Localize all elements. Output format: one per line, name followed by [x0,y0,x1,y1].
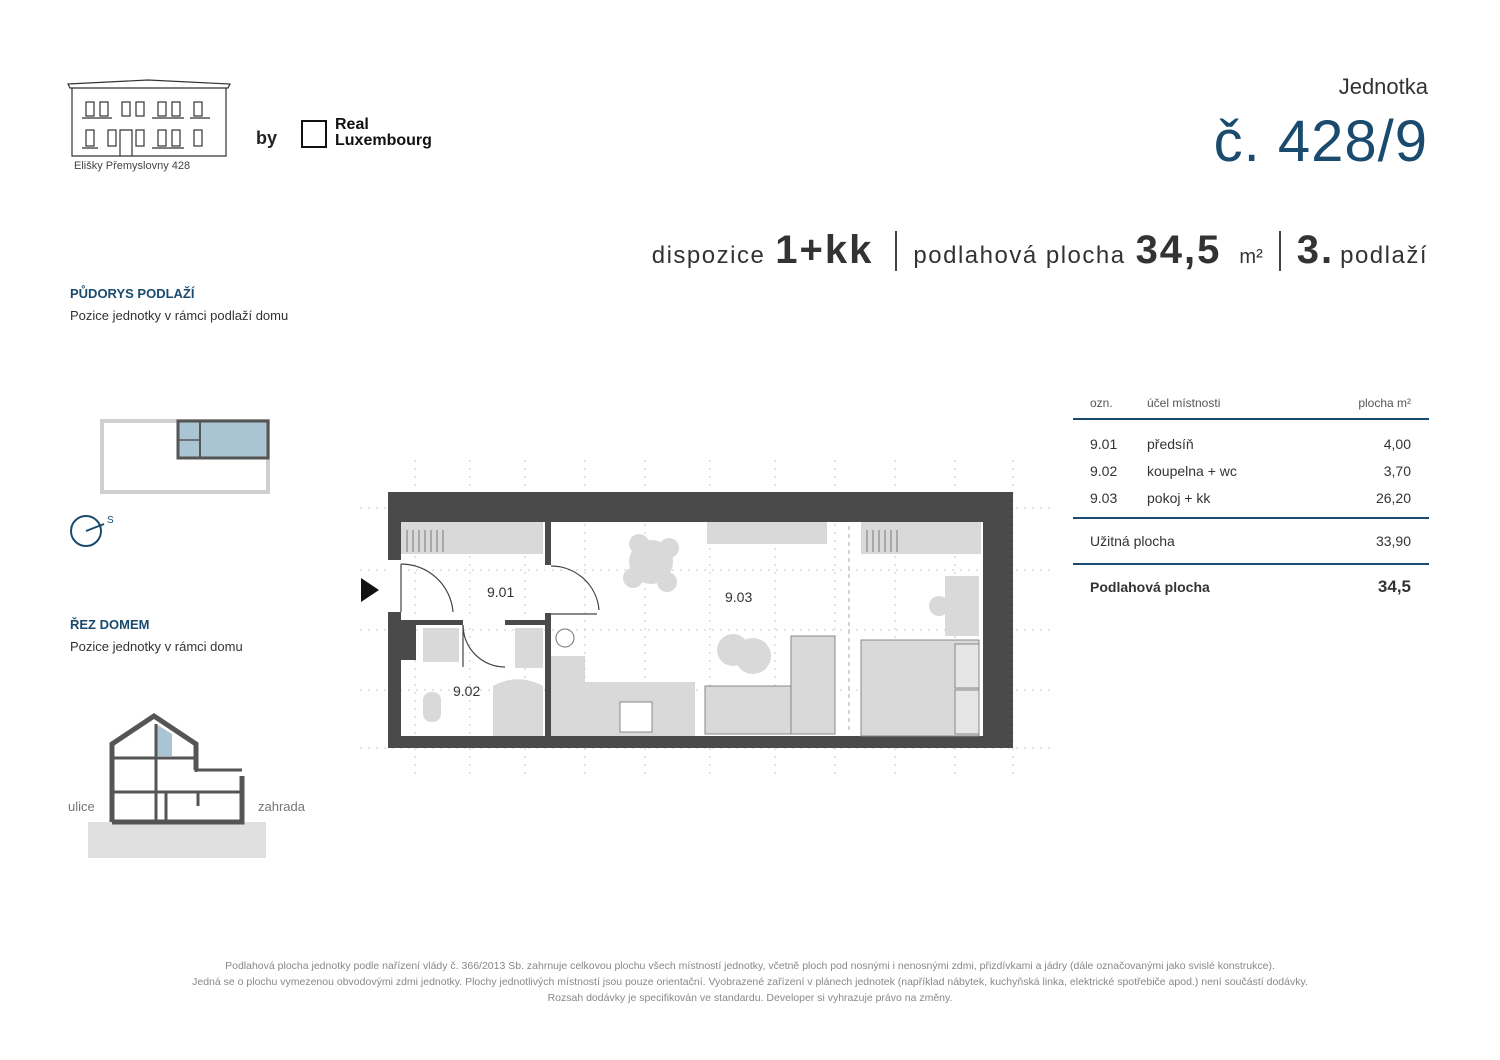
col-code-header: ozn. [1090,396,1113,410]
usable-area-row [1073,519,1429,565]
project-logo [66,78,232,165]
table-body [1073,420,1429,519]
unit-number: č. 428/9 [1213,109,1428,174]
room-label-9-03: 9.03 [725,589,753,605]
floor-value: 3. [1296,228,1335,272]
unit-summary [652,228,1428,273]
room-purpose: koupelna + wc [1147,462,1237,479]
room-code: 9.03 [1090,489,1118,506]
room-code: 9.01 [1090,435,1118,452]
section-cut-subtitle: Pozice jednotky v rámci domu [70,639,243,654]
by-text: by [256,128,278,148]
usable-area-value: 33,90 [1375,533,1411,549]
divider [895,231,897,271]
room-label-9-01: 9.01 [487,584,515,600]
brand-line-1: Real [335,116,369,133]
divider [1279,231,1281,271]
room-code: 9.02 [1090,462,1118,479]
entry-arrow-icon [361,578,379,602]
garden-label: zahrada [258,799,305,814]
table-row [1073,457,1429,484]
room-area: 4,00 [1383,435,1411,452]
floor-position-map [100,418,272,503]
brand-name [335,117,432,149]
total-area-row [1073,565,1429,609]
floor-plan-section-title: PŮDORYS PODLAŽÍ [70,286,195,301]
area-label: podlahová plocha [913,242,1126,269]
total-area-label: Podlahová plocha [1090,579,1210,595]
area-unit: m² [1239,246,1263,268]
disclaimer-line: Rozsah dodávky je specifikován ve standardu. Developer si vyhrazuje právo na změny. [547,992,953,1004]
unit-label: Jednotka [1338,74,1428,99]
disposition-label: dispozice [651,242,766,269]
section-cut-title: ŘEZ DOMEM [70,617,150,632]
real-luxembourg-logo-icon [301,120,327,148]
room-label-9-02: 9.02 [453,683,481,699]
room-table [1073,392,1429,609]
total-area-value: 34,5 [1377,577,1411,596]
table-header [1073,392,1429,420]
street-label: ulice [68,799,95,814]
area-value: 34,5 [1135,228,1222,272]
room-purpose: předsíň [1147,435,1194,452]
disclaimer-line: Podlahová plocha jednotky podle nařízení vlády č. 366/2013 Sb. zahrnuje celkovou plochu všech místností jednotky, včetně ploch pod nosnými i nenosnými zdmi, přizdívkami a jádry (dále označovanými jako svislé konstrukce). [225,960,1275,972]
col-area-header: plocha m² [1358,396,1411,410]
disclaimer-line: Jedná se o plochu vymezenou obvodovými zdmi jednotky. Plochy jednotlivých místností jsou pouze orientační. Vyobrazené zařízení v plánech jednotek (například nábytek, kuchyňská linka, elektrické spotřebiče apod.) není součástí dodávky. [192,976,1308,988]
table-row [1073,430,1429,457]
compass-label: S [107,515,114,526]
disposition-value: 1+kk [775,228,874,272]
room-purpose: pokoj + kk [1147,489,1211,506]
brand-line-2: Luxembourg [335,132,432,149]
disclaimer [40,958,1460,1006]
building-section-diagram [86,710,268,865]
usable-area-label: Užitná plocha [1090,533,1175,549]
floor-label: podlaží [1340,242,1428,269]
floor-plan-section-subtitle: Pozice jednotky v rámci podlaží domu [70,308,289,323]
room-area: 3,70 [1383,462,1411,479]
project-caption: Elišky Přemyslovny 428 [74,160,191,172]
table-row [1073,484,1429,511]
col-purpose-header: účel místnosti [1147,396,1221,410]
unit-floor-plan [355,460,1055,785]
building-logo-icon [66,78,232,160]
room-area: 26,20 [1375,489,1411,506]
